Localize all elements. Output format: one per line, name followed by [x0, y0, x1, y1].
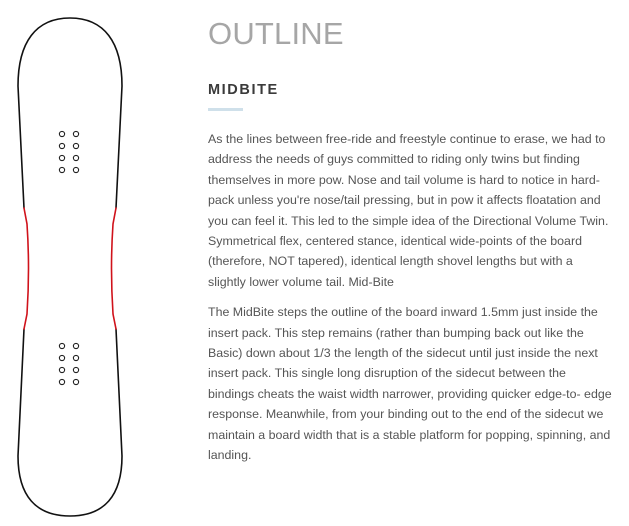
midbite-left-edge [24, 208, 29, 329]
outline-section [208, 14, 613, 466]
board-outline [18, 18, 122, 516]
front-insert-pack [59, 131, 78, 172]
description-paragraph-1: As the lines between free-ride and freestyle continue to erase, we had to address the needs of guys committed to riding only twins but finding themselves in more pow. Nose and tail volume is hard to notice in hard-pack unless you're nose/tail pressing, but in pow it affects floatation and you can feel it. This led to the simple idea of the Directional Volume Twin. Symmetrical flex, centered stance, identical wide-points of the board (therefore, NOT tapered), identical length shovel lengths but with a slightly lower volume tail. Mid-Bite [208, 132, 609, 289]
snowboard-outline-illustration [14, 16, 126, 518]
section-title: OUTLINE [208, 16, 344, 51]
snowboard-outline-svg [14, 16, 126, 518]
rear-insert-pack [59, 343, 78, 384]
heading-underline [208, 108, 243, 111]
description-paragraph-2: The MidBite steps the outline of the board inward 1.5mm just inside the insert pack. This step remains (rather than bumping back out like the Basic) down about 1/3 the length of the sidecut until just inside the next insert pack. This single long disruption of the sidecut between the bindings cheats the waist width narrower, providing quicker edge-to- edge response. Meanwhile, from your binding out to the end of the sidecut we maintain a board width that is a stable platform for popping, spinning, and landing. [208, 305, 612, 463]
midbite-right-edge [112, 208, 117, 329]
midbite-heading: MIDBITE [208, 82, 279, 98]
